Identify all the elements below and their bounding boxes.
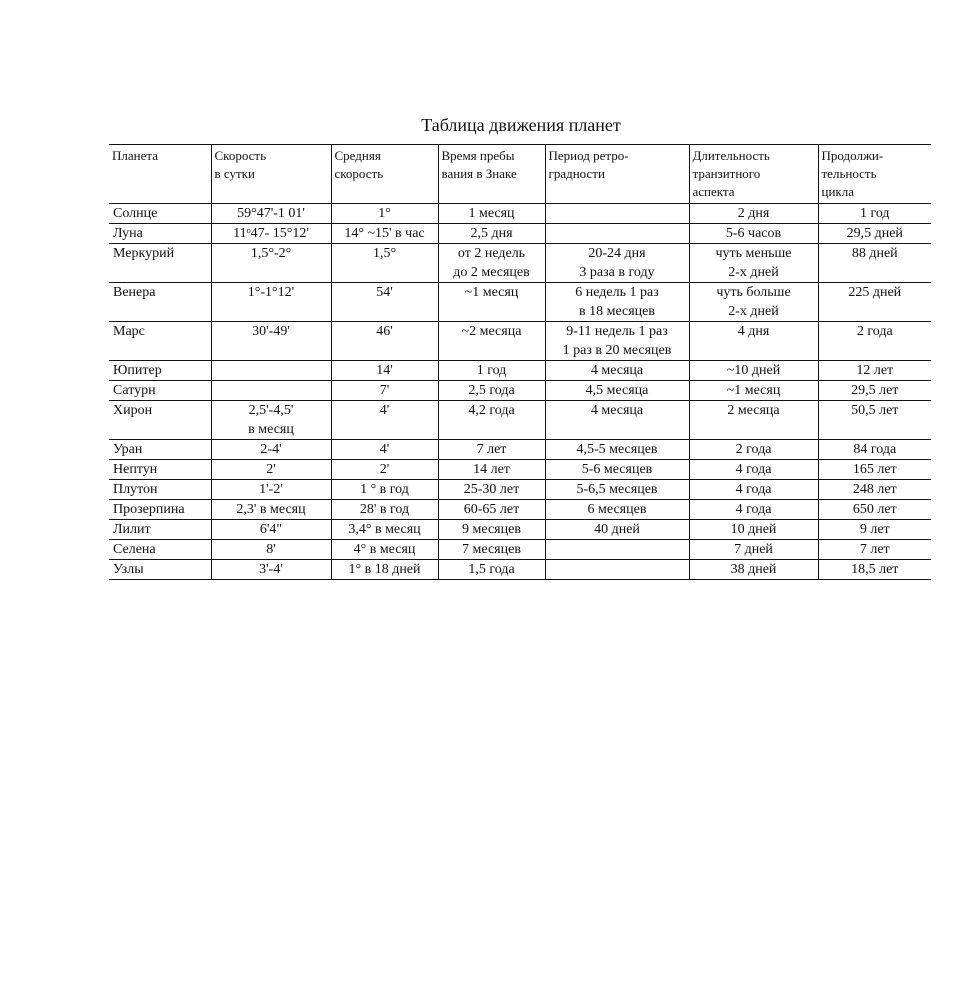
daily-speed-cell: 59°47'-1 01' xyxy=(211,204,331,224)
daily-speed-cell xyxy=(211,381,331,401)
table-body xyxy=(109,204,931,580)
retro-period-cell: 40 дней xyxy=(545,520,689,540)
daily-speed-cell: 2' xyxy=(211,460,331,480)
header-speed: Скорость в сутки xyxy=(211,145,331,204)
time-in-sign-cell: 60-65 лет xyxy=(438,500,545,520)
cycle-duration-cell: 29,5 лет xyxy=(818,381,931,401)
retro-period-cell: 9-11 недель 1 раз 1 раз в 20 месяцев xyxy=(545,322,689,361)
daily-speed-cell: 11ᵒ47- 15°12' xyxy=(211,224,331,244)
daily-speed-cell xyxy=(211,361,331,381)
time-in-sign-cell: ~1 месяц xyxy=(438,283,545,322)
cycle-duration-cell: 29,5 дней xyxy=(818,224,931,244)
retro-period-cell: 6 недель 1 раз в 18 месяцев xyxy=(545,283,689,322)
table-row xyxy=(109,401,931,440)
cycle-duration-cell: 12 лет xyxy=(818,361,931,381)
cycle-duration-cell: 7 лет xyxy=(818,540,931,560)
table-row xyxy=(109,283,931,322)
avg-speed-cell: 28' в год xyxy=(331,500,438,520)
header-retro-period: Период ретро- градности xyxy=(545,145,689,204)
retro-period-cell: 5-6 месяцев xyxy=(545,460,689,480)
transit-duration-cell: 7 дней xyxy=(689,540,818,560)
planet-name-cell: Селена xyxy=(109,540,211,560)
table-header-row xyxy=(109,145,931,204)
table-title: Таблица движения планет xyxy=(421,115,621,135)
transit-duration-cell: 2 месяца xyxy=(689,401,818,440)
planet-name-cell: Хирон xyxy=(109,401,211,440)
transit-duration-cell: 4 дня xyxy=(689,322,818,361)
avg-speed-cell: 1° в 18 дней xyxy=(331,560,438,580)
time-in-sign-cell: от 2 недель до 2 месяцев xyxy=(438,244,545,283)
avg-speed-cell: 1 ° в год xyxy=(331,480,438,500)
daily-speed-cell: 2,3' в месяц xyxy=(211,500,331,520)
cycle-duration-cell: 2 года xyxy=(818,322,931,361)
table-row xyxy=(109,560,931,580)
table-row xyxy=(109,224,931,244)
table-row xyxy=(109,361,931,381)
header-avg-speed: Средняя скорость xyxy=(331,145,438,204)
transit-duration-cell: 4 года xyxy=(689,500,818,520)
time-in-sign-cell: ~2 месяца xyxy=(438,322,545,361)
retro-period-cell xyxy=(545,560,689,580)
header-planet: Планета xyxy=(109,145,211,204)
time-in-sign-cell: 7 лет xyxy=(438,440,545,460)
table-row xyxy=(109,540,931,560)
cycle-duration-cell: 165 лет xyxy=(818,460,931,480)
time-in-sign-cell: 4,2 года xyxy=(438,401,545,440)
planet-name-cell: Меркурий xyxy=(109,244,211,283)
avg-speed-cell: 4' xyxy=(331,401,438,440)
planet-name-cell: Нептун xyxy=(109,460,211,480)
planet-name-cell: Узлы xyxy=(109,560,211,580)
time-in-sign-cell: 1 месяц xyxy=(438,204,545,224)
time-in-sign-cell: 14 лет xyxy=(438,460,545,480)
daily-speed-cell: 30'-49' xyxy=(211,322,331,361)
avg-speed-cell: 14° ~15' в час xyxy=(331,224,438,244)
retro-period-cell xyxy=(545,540,689,560)
retro-period-cell: 4,5-5 месяцев xyxy=(545,440,689,460)
header-time-in-sign: Время пребы вания в Знаке xyxy=(438,145,545,204)
table-row xyxy=(109,480,931,500)
time-in-sign-cell: 7 месяцев xyxy=(438,540,545,560)
transit-duration-cell: 38 дней xyxy=(689,560,818,580)
cycle-duration-cell: 9 лет xyxy=(818,520,931,540)
header-cycle-duration: Продолжи- тельность цикла xyxy=(818,145,931,204)
cycle-duration-cell: 225 дней xyxy=(818,283,931,322)
transit-duration-cell: 10 дней xyxy=(689,520,818,540)
daily-speed-cell: 1°-1°12' xyxy=(211,283,331,322)
retro-period-cell xyxy=(545,224,689,244)
retro-period-cell: 4 месяца xyxy=(545,361,689,381)
daily-speed-cell: 2,5'-4,5' в месяц xyxy=(211,401,331,440)
transit-duration-cell: 2 года xyxy=(689,440,818,460)
planet-name-cell: Плутон xyxy=(109,480,211,500)
retro-period-cell: 20-24 дня 3 раза в году xyxy=(545,244,689,283)
avg-speed-cell: 4' xyxy=(331,440,438,460)
avg-speed-cell: 1° xyxy=(331,204,438,224)
avg-speed-cell: 54' xyxy=(331,283,438,322)
time-in-sign-cell: 9 месяцев xyxy=(438,520,545,540)
time-in-sign-cell: 2,5 года xyxy=(438,381,545,401)
planet-name-cell: Лилит xyxy=(109,520,211,540)
retro-period-cell: 6 месяцев xyxy=(545,500,689,520)
transit-duration-cell: чуть меньше 2-х дней xyxy=(689,244,818,283)
daily-speed-cell: 1'-2' xyxy=(211,480,331,500)
retro-period-cell xyxy=(545,204,689,224)
transit-duration-cell: 4 года xyxy=(689,480,818,500)
cycle-duration-cell: 248 лет xyxy=(818,480,931,500)
daily-speed-cell: 8' xyxy=(211,540,331,560)
table-row xyxy=(109,440,931,460)
daily-speed-cell: 3'-4' xyxy=(211,560,331,580)
retro-period-cell: 4 месяца xyxy=(545,401,689,440)
avg-speed-cell: 46' xyxy=(331,322,438,361)
transit-duration-cell: 5-6 часов xyxy=(689,224,818,244)
avg-speed-cell: 4° в месяц xyxy=(331,540,438,560)
cycle-duration-cell: 18,5 лет xyxy=(818,560,931,580)
retro-period-cell: 4,5 месяца xyxy=(545,381,689,401)
daily-speed-cell: 6'4" xyxy=(211,520,331,540)
cycle-duration-cell: 650 лет xyxy=(818,500,931,520)
cycle-duration-cell: 84 года xyxy=(818,440,931,460)
planet-name-cell: Луна xyxy=(109,224,211,244)
planet-name-cell: Венера xyxy=(109,283,211,322)
transit-duration-cell: ~10 дней xyxy=(689,361,818,381)
time-in-sign-cell: 1 год xyxy=(438,361,545,381)
table-row xyxy=(109,244,931,283)
cycle-duration-cell: 50,5 лет xyxy=(818,401,931,440)
daily-speed-cell: 1,5°-2° xyxy=(211,244,331,283)
avg-speed-cell: 1,5° xyxy=(331,244,438,283)
time-in-sign-cell: 25-30 лет xyxy=(438,480,545,500)
avg-speed-cell: 7' xyxy=(331,381,438,401)
planet-name-cell: Юпитер xyxy=(109,361,211,381)
table-row xyxy=(109,204,931,224)
table-row xyxy=(109,500,931,520)
retro-period-cell: 5-6,5 месяцев xyxy=(545,480,689,500)
time-in-sign-cell: 1,5 года xyxy=(438,560,545,580)
cycle-duration-cell: 1 год xyxy=(818,204,931,224)
daily-speed-cell: 2-4' xyxy=(211,440,331,460)
cycle-duration-cell: 88 дней xyxy=(818,244,931,283)
table-row xyxy=(109,381,931,401)
transit-duration-cell: 2 дня xyxy=(689,204,818,224)
transit-duration-cell: ~1 месяц xyxy=(689,381,818,401)
avg-speed-cell: 3,4° в месяц xyxy=(331,520,438,540)
planet-name-cell: Марс xyxy=(109,322,211,361)
planet-motion-table xyxy=(109,144,931,580)
planet-name-cell: Уран xyxy=(109,440,211,460)
header-transit-duration: Длительность транзитного аспекта xyxy=(689,145,818,204)
time-in-sign-cell: 2,5 дня xyxy=(438,224,545,244)
planet-name-cell: Солнце xyxy=(109,204,211,224)
table-row xyxy=(109,460,931,480)
transit-duration-cell: 4 года xyxy=(689,460,818,480)
table-row xyxy=(109,322,931,361)
avg-speed-cell: 2' xyxy=(331,460,438,480)
transit-duration-cell: чуть больше 2-х дней xyxy=(689,283,818,322)
planet-name-cell: Сатурн xyxy=(109,381,211,401)
avg-speed-cell: 14' xyxy=(331,361,438,381)
table-row xyxy=(109,520,931,540)
planet-name-cell: Прозерпина xyxy=(109,500,211,520)
